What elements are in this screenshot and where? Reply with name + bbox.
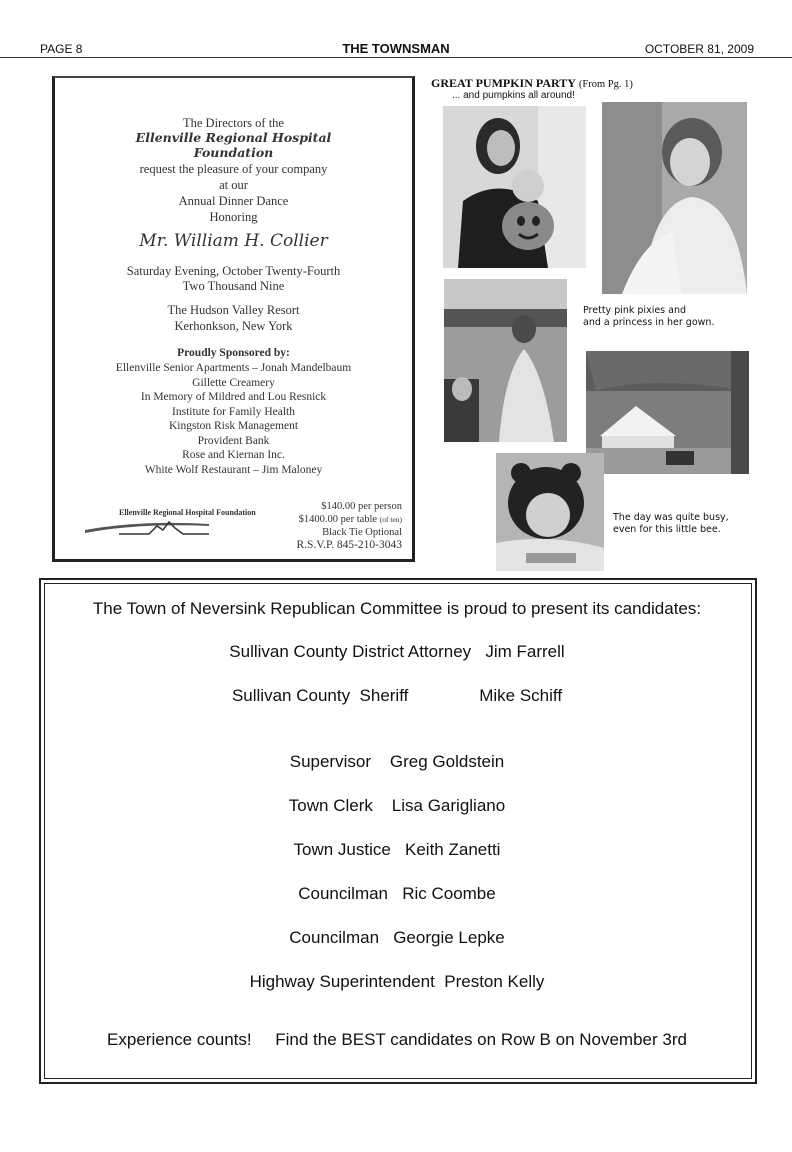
invite-line: Annual Dinner Dance xyxy=(178,194,289,208)
rsvp-phone: R.S.V.P. 845-210-3043 xyxy=(296,539,402,551)
sponsor-item: Ellenville Senior Apartments – Jonah Mandelbaum xyxy=(115,362,352,374)
sponsor-item: Kingston Risk Management xyxy=(168,420,299,432)
candidates-ad xyxy=(39,578,757,1084)
sponsor-item: Institute for Family Health xyxy=(172,405,295,418)
price-table-amount: $1400.00 per table xyxy=(298,514,378,525)
price-per-table xyxy=(296,513,402,526)
candidate-office: Highway Superintendent xyxy=(249,972,435,991)
newspaper-title: THE TOWNSMAN xyxy=(342,41,450,56)
sponsor-item: Rose and Kiernan Inc. xyxy=(182,449,285,461)
photo-bee-baby xyxy=(496,453,604,571)
candidate-name: Preston Kelly xyxy=(444,972,545,991)
caption-bee xyxy=(613,512,729,536)
honoree-name: Mr. William H. Collier xyxy=(139,231,328,251)
candidate-name: Greg Goldstein xyxy=(389,752,505,771)
header-rule xyxy=(0,57,792,58)
candidate-row xyxy=(41,686,753,706)
candidate-office: Town Clerk xyxy=(288,796,373,815)
dinner-dance-invitation xyxy=(52,76,415,562)
candidate-row xyxy=(41,972,753,992)
dress-code: Black Tie Optional xyxy=(322,527,402,538)
price-info xyxy=(296,500,402,552)
price-table-note: (of ten) xyxy=(379,515,402,524)
photo-pumpkin-baby xyxy=(443,106,586,268)
caption-pixies-line2: and a princess in her gown. xyxy=(583,317,715,328)
candidate-office: Councilman xyxy=(289,928,380,947)
foundation-logo-text: Ellenville Regional Hospital Foundation xyxy=(119,508,256,517)
candidate-office: Sullivan County Sheriff xyxy=(231,686,409,705)
invite-line: The Directors of the xyxy=(182,116,284,130)
event-year: Two Thousand Nine xyxy=(182,279,285,293)
photo-heading-ref: (From Pg. 1) xyxy=(578,79,633,90)
sponsor-item: In Memory of Mildred and Lou Resnick xyxy=(140,391,327,403)
page-number: PAGE 8 xyxy=(40,42,83,56)
sponsor-item: Gillette Creamery xyxy=(192,376,275,389)
price-per-person: $140.00 per person xyxy=(321,501,402,512)
candidate-office: Supervisor xyxy=(289,752,371,771)
caption-pixies xyxy=(583,305,714,329)
photo-pink-pixies xyxy=(444,279,567,442)
photo-subheading: ... and pumpkins all around! xyxy=(452,90,575,101)
caption-pixies-line1: Pretty pink pixies and xyxy=(583,305,687,316)
candidate-name: Keith Zanetti xyxy=(405,840,501,859)
venue-name: The Hudson Valley Resort xyxy=(167,303,300,317)
invite-line: Honoring xyxy=(209,210,258,224)
candidate-office: Town Justice xyxy=(293,840,391,859)
issue-date: OCTOBER 81, 2009 xyxy=(644,42,754,56)
photo-tent-grounds xyxy=(586,351,749,474)
foundation-name-2: Foundation xyxy=(193,145,274,160)
candidate-row xyxy=(41,796,753,816)
invite-line: at our xyxy=(219,178,248,192)
candidate-name: Lisa Garigliano xyxy=(391,796,506,815)
candidate-name: Georgie Lepke xyxy=(393,928,505,947)
sponsor-item: Provident Bank xyxy=(197,434,270,447)
candidate-name: Ric Coombe xyxy=(402,884,496,903)
event-date: Saturday Evening, October Twenty-Fourth xyxy=(126,264,341,278)
foundation-name: Ellenville Regional Hospital xyxy=(135,130,332,145)
sponsor-item: White Wolf Restaurant – Jim Maloney xyxy=(144,463,323,476)
photo-princess-girl xyxy=(602,102,747,294)
candidate-row xyxy=(41,642,753,662)
caption-bee-line1: The day was quite busy, xyxy=(613,512,729,523)
photo-heading-title: GREAT PUMPKIN PARTY xyxy=(431,76,576,90)
candidate-office: Councilman xyxy=(298,884,389,903)
candidates-intro: The Town of Neversink Republican Committee is proud to present its candidates: xyxy=(92,599,702,618)
invite-line: request the pleasure of your company xyxy=(139,162,328,176)
candidate-row xyxy=(41,884,753,904)
venue-location: Kerhonkson, New York xyxy=(174,319,293,333)
candidate-row xyxy=(41,752,753,772)
caption-bee-line2: even for this little bee. xyxy=(613,524,721,535)
candidate-row xyxy=(41,840,753,860)
footer-slogan: Experience counts! xyxy=(107,1030,252,1049)
sponsors-heading: Proudly Sponsored by: xyxy=(177,347,290,359)
candidate-office: Sullivan County District Attorney xyxy=(229,642,472,661)
candidate-name: Mike Schiff xyxy=(479,686,563,705)
photo-section-heading xyxy=(431,76,633,91)
candidate-name: Jim Farrell xyxy=(485,642,565,661)
footer-call-to-action: Find the BEST candidates on Row B on November 3rd xyxy=(275,1030,687,1049)
candidates-footer xyxy=(41,1030,753,1050)
candidate-row xyxy=(41,928,753,948)
